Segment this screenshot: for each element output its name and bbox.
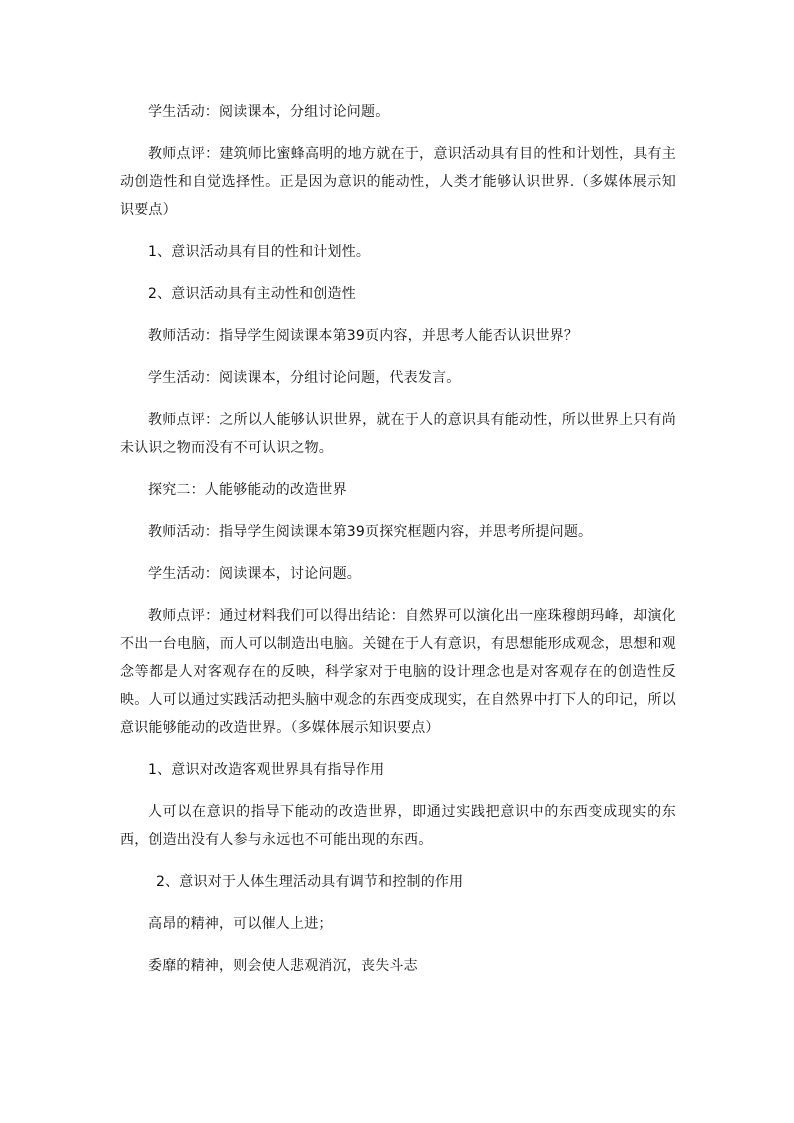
section-heading-explore-2: 探究二：人能够能动的改造世界	[148, 482, 347, 498]
paragraph-high-spirit: 高昂的精神，可以催人上进；	[148, 916, 333, 932]
paragraph-student-activity-2: 学生活动：阅读课本，分组讨论问题，代表发言。	[148, 370, 461, 386]
paragraph-explanation: 人可以在意识的指导下能动的改造世界，即通过实践把意识中的东西变成现实的东西，创造出没有人参与永远也不可能出现的东西。	[120, 804, 676, 848]
paragraph-teacher-comment-2: 教师点评：之所以人能够认识世界，就在于人的意识具有能动性，所以世界上只有尚未认识之物而没有不可认识之物。	[120, 412, 676, 456]
paragraph-teacher-activity-2: 教师活动：指导学生阅读课本第39页探究框题内容，并思考所提问题。	[148, 524, 593, 540]
document-body	[120, 98, 676, 994]
paragraph-teacher-comment-3: 教师点评：通过材料我们可以得出结论：自然界可以演化出一座珠穆朗玛峰，却演化不出一台电脑，而人可以制造出电脑。关键在于人有意识，有思想能形成观念，思想和观念等都是人对客观存在的反映，科学家对于电脑的设计理念也是对客观存在的创造性反映。人可以通过实践活动把头脑中观念的东西变成现实，在自然界中打下人的印记，所以意识能够能动的改造世界。（多媒体展示知识要点）	[120, 608, 676, 736]
paragraph-student-activity-1: 学生活动：阅读课本，分组讨论问题。	[148, 104, 390, 120]
list-item-1: 1、意识活动具有目的性和计划性。	[148, 244, 371, 260]
paragraph-teacher-comment-1: 教师点评：建筑师比蜜蜂高明的地方就在于，意识活动具有目的性和计划性，具有主动创造性和自觉选择性。正是因为意识的能动性，人类才能够认识世界.（多媒体展示知识要点）	[120, 146, 676, 218]
list-item-4: 2、意识对于人体生理活动具有调节和控制的作用	[156, 874, 464, 890]
paragraph-student-activity-3: 学生活动：阅读课本，讨论问题。	[148, 566, 361, 582]
paragraph-teacher-activity-1: 教师活动：指导学生阅读课本第39页内容，并思考人能否认识世界？	[148, 328, 579, 344]
list-item-3: 1、意识对改造客观世界具有指导作用	[148, 762, 385, 778]
paragraph-low-spirit: 委靡的精神，则会使人悲观消沉，丧失斗志	[148, 958, 418, 974]
list-item-2: 2、意识活动具有主动性和创造性	[148, 286, 356, 302]
